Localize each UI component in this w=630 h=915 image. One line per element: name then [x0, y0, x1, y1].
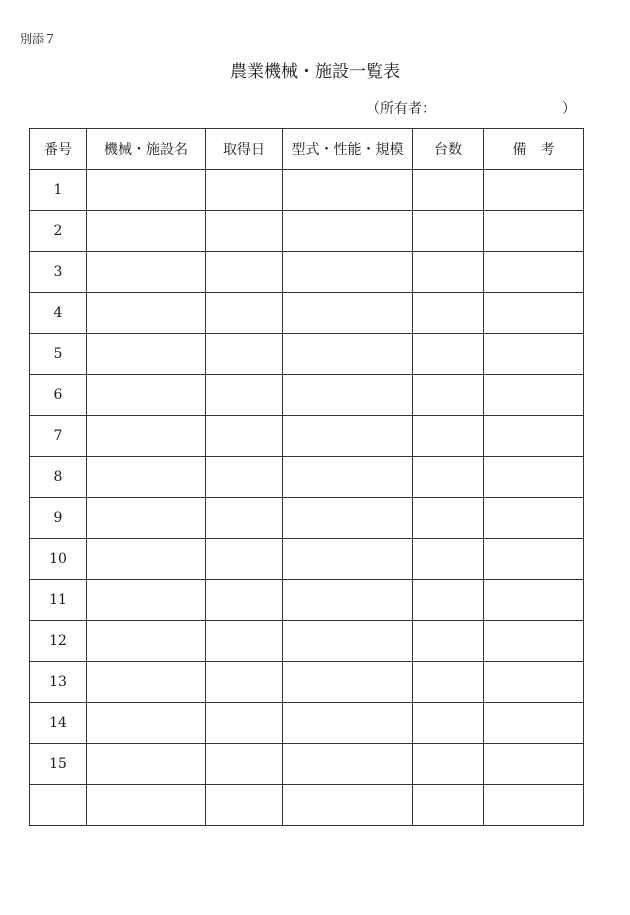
cell-number: 2 — [30, 211, 87, 252]
cell-remarks[interactable] — [484, 211, 584, 252]
cell-quantity[interactable] — [413, 498, 484, 539]
cell-model-spec[interactable] — [283, 211, 413, 252]
cell-equipment-name[interactable] — [87, 334, 206, 375]
cell-quantity[interactable] — [413, 785, 484, 826]
cell-number: 1 — [30, 170, 87, 211]
cell-model-spec[interactable] — [283, 662, 413, 703]
cell-remarks[interactable] — [484, 621, 584, 662]
cell-equipment-name[interactable] — [87, 252, 206, 293]
cell-model-spec[interactable] — [283, 498, 413, 539]
cell-quantity[interactable] — [413, 170, 484, 211]
header-equipment-name: 機械・施設名 — [87, 129, 206, 170]
table-row — [30, 211, 584, 252]
table-row — [30, 580, 584, 621]
cell-acquisition-date[interactable] — [206, 498, 283, 539]
cell-equipment-name[interactable] — [87, 375, 206, 416]
owner-close-paren: ） — [562, 101, 576, 117]
cell-remarks[interactable] — [484, 416, 584, 457]
table-row — [30, 170, 584, 211]
header-quantity: 台数 — [413, 129, 484, 170]
cell-acquisition-date[interactable] — [206, 457, 283, 498]
cell-model-spec[interactable] — [283, 293, 413, 334]
owner-line — [366, 98, 576, 118]
cell-equipment-name[interactable] — [87, 703, 206, 744]
cell-remarks[interactable] — [484, 252, 584, 293]
cell-remarks[interactable] — [484, 539, 584, 580]
table-row — [30, 252, 584, 293]
cell-number: 12 — [30, 621, 87, 662]
cell-quantity[interactable] — [413, 293, 484, 334]
cell-acquisition-date[interactable] — [206, 170, 283, 211]
cell-model-spec[interactable] — [283, 334, 413, 375]
cell-number: 5 — [30, 334, 87, 375]
cell-remarks[interactable] — [484, 580, 584, 621]
cell-equipment-name[interactable] — [87, 293, 206, 334]
cell-model-spec[interactable] — [283, 375, 413, 416]
cell-number: 11 — [30, 580, 87, 621]
table-row — [30, 703, 584, 744]
table-body — [30, 170, 584, 826]
equipment-table — [29, 128, 584, 826]
cell-number: 8 — [30, 457, 87, 498]
cell-remarks[interactable] — [484, 498, 584, 539]
cell-equipment-name[interactable] — [87, 621, 206, 662]
cell-number: 9 — [30, 498, 87, 539]
table-row — [30, 785, 584, 826]
cell-quantity[interactable] — [413, 621, 484, 662]
cell-quantity[interactable] — [413, 662, 484, 703]
cell-remarks[interactable] — [484, 744, 584, 785]
cell-acquisition-date[interactable] — [206, 662, 283, 703]
cell-quantity[interactable] — [413, 252, 484, 293]
table-header-row — [30, 129, 584, 170]
table-row — [30, 744, 584, 785]
cell-acquisition-date[interactable] — [206, 744, 283, 785]
cell-remarks[interactable] — [484, 785, 584, 826]
cell-model-spec[interactable] — [283, 416, 413, 457]
cell-model-spec[interactable] — [283, 539, 413, 580]
table-row — [30, 416, 584, 457]
cell-model-spec[interactable] — [283, 785, 413, 826]
cell-quantity[interactable] — [413, 375, 484, 416]
header-number: 番号 — [30, 129, 87, 170]
cell-acquisition-date[interactable] — [206, 211, 283, 252]
cell-quantity[interactable] — [413, 334, 484, 375]
cell-equipment-name[interactable] — [87, 211, 206, 252]
cell-remarks[interactable] — [484, 293, 584, 334]
header-model-spec: 型式・性能・規模 — [283, 129, 413, 170]
table-row — [30, 457, 584, 498]
header-acquisition-date: 取得日 — [206, 129, 283, 170]
cell-remarks[interactable] — [484, 375, 584, 416]
table-row — [30, 662, 584, 703]
cell-model-spec[interactable] — [283, 580, 413, 621]
cell-acquisition-date[interactable] — [206, 621, 283, 662]
cell-quantity[interactable] — [413, 211, 484, 252]
cell-acquisition-date[interactable] — [206, 580, 283, 621]
cell-acquisition-date[interactable] — [206, 252, 283, 293]
cell-acquisition-date[interactable] — [206, 785, 283, 826]
cell-equipment-name[interactable] — [87, 744, 206, 785]
cell-acquisition-date[interactable] — [206, 293, 283, 334]
cell-model-spec[interactable] — [283, 744, 413, 785]
table-row — [30, 539, 584, 580]
cell-equipment-name[interactable] — [87, 498, 206, 539]
cell-number: 3 — [30, 252, 87, 293]
cell-remarks[interactable] — [484, 703, 584, 744]
cell-quantity[interactable] — [413, 703, 484, 744]
cell-number: 4 — [30, 293, 87, 334]
cell-quantity[interactable] — [413, 416, 484, 457]
cell-model-spec[interactable] — [283, 703, 413, 744]
attachment-label: 別添７ — [20, 32, 57, 46]
cell-equipment-name[interactable] — [87, 580, 206, 621]
cell-quantity[interactable] — [413, 580, 484, 621]
table-row — [30, 334, 584, 375]
cell-acquisition-date[interactable] — [206, 539, 283, 580]
cell-acquisition-date[interactable] — [206, 375, 283, 416]
cell-number: 6 — [30, 375, 87, 416]
cell-acquisition-date[interactable] — [206, 334, 283, 375]
cell-quantity[interactable] — [413, 539, 484, 580]
cell-remarks[interactable] — [484, 662, 584, 703]
cell-number: 13 — [30, 662, 87, 703]
cell-equipment-name[interactable] — [87, 785, 206, 826]
cell-number: 15 — [30, 744, 87, 785]
cell-number: 7 — [30, 416, 87, 457]
cell-equipment-name[interactable] — [87, 416, 206, 457]
table-row — [30, 375, 584, 416]
cell-quantity[interactable] — [413, 457, 484, 498]
cell-model-spec[interactable] — [283, 457, 413, 498]
cell-equipment-name[interactable] — [87, 539, 206, 580]
header-remarks: 備 考 — [484, 129, 584, 170]
cell-remarks[interactable] — [484, 334, 584, 375]
cell-quantity[interactable] — [413, 744, 484, 785]
cell-number — [30, 785, 87, 826]
cell-remarks[interactable] — [484, 170, 584, 211]
table-row — [30, 621, 584, 662]
cell-model-spec[interactable] — [283, 170, 413, 211]
cell-equipment-name[interactable] — [87, 170, 206, 211]
cell-model-spec[interactable] — [283, 252, 413, 293]
cell-acquisition-date[interactable] — [206, 416, 283, 457]
cell-equipment-name[interactable] — [87, 457, 206, 498]
cell-model-spec[interactable] — [283, 621, 413, 662]
cell-number: 10 — [30, 539, 87, 580]
document-title: 農業機械・施設一覧表 — [230, 62, 400, 82]
cell-acquisition-date[interactable] — [206, 703, 283, 744]
table-row — [30, 293, 584, 334]
cell-remarks[interactable] — [484, 457, 584, 498]
owner-label: （所有者： — [366, 101, 436, 117]
cell-equipment-name[interactable] — [87, 662, 206, 703]
cell-number: 14 — [30, 703, 87, 744]
table-row — [30, 498, 584, 539]
